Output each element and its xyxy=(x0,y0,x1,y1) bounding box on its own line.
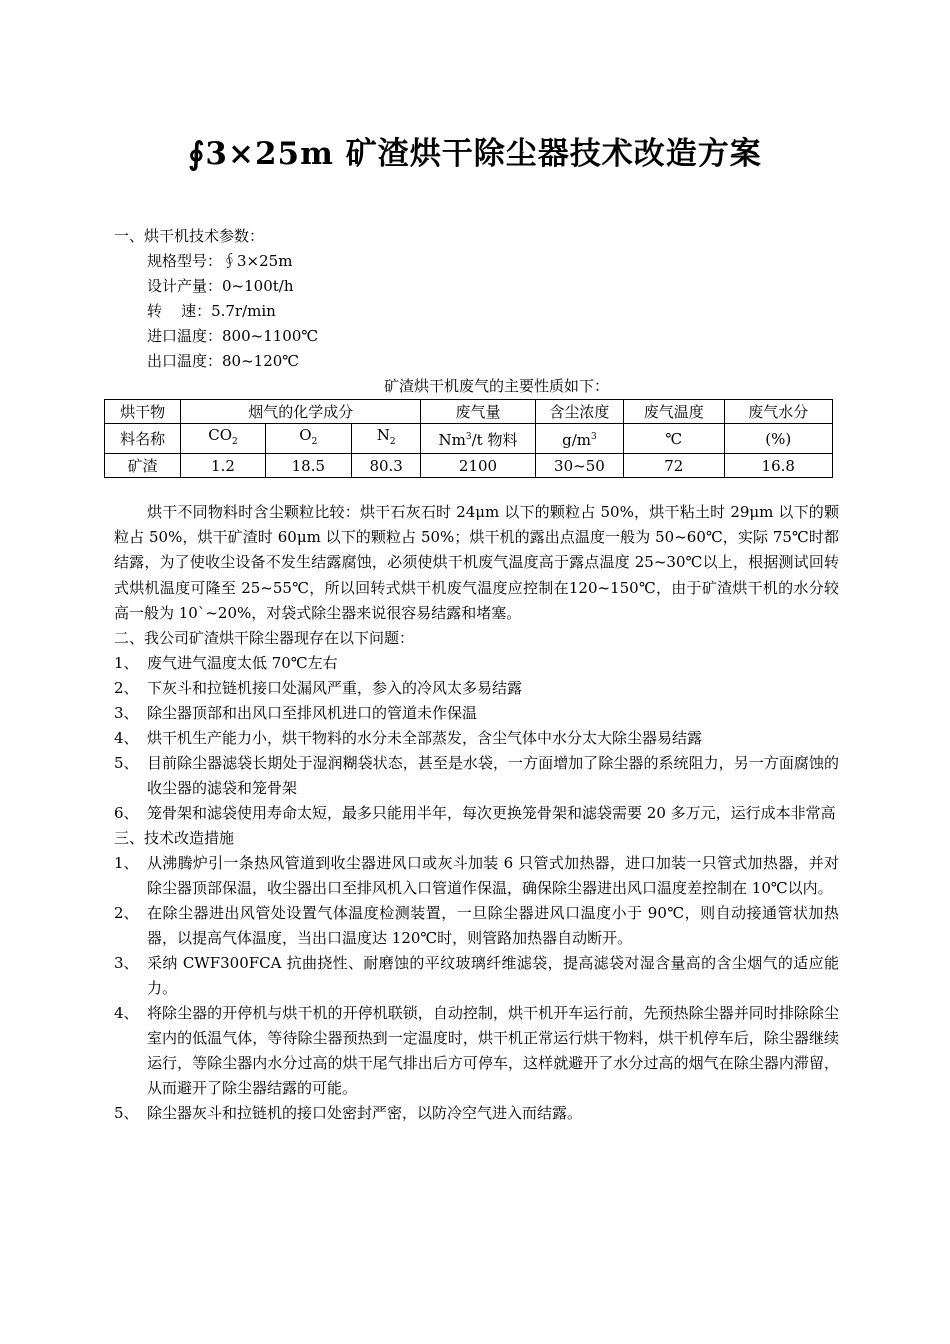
param-inlet-temp: 进口温度：800~1100℃ xyxy=(147,327,319,345)
list-item-text: 下灰斗和拉链机接口处漏风严重，参入的冷风太多易结露 xyxy=(147,679,523,698)
cell-water: 16.8 xyxy=(724,454,832,478)
list-item xyxy=(114,901,839,951)
list-item-number: 5、 xyxy=(114,1104,139,1123)
list-item-text: 笼骨架和滤袋使用寿命太短，最多只能用半年，每次更换笼骨架和滤袋需要 20 多万元，运行成本非常高 xyxy=(147,804,836,823)
header-o2: $O_2$ xyxy=(265,424,351,454)
list-item-text: 烘干机生产能力小，烘干物料的水分未全部蒸发，含尘气体中水分太大除尘器易结露 xyxy=(147,729,703,748)
cell-co2: 1.2 xyxy=(181,454,265,478)
list-item-text: 将除尘器的开停机与烘干机的开停机联锁，自动控制，烘干机开车运行前，先预热除尘器并同时排除除尘室内的低温气体，等待除尘器预热到一定温度时，烘干机正常运行烘干物料，烘干机停车后，除尘器继续运行，等除尘器内水分过高的烘干尾气排出后方可停车，这样就避开了水分过高的烟气在除尘器内滞留，从而避开了除尘器结露的可能。 xyxy=(147,1004,839,1098)
table-subheader-row xyxy=(105,424,833,454)
header-material: 烘干物 xyxy=(105,400,181,424)
section3-heading: 三、技术改造措施 xyxy=(114,829,235,848)
list-item xyxy=(114,1101,839,1126)
cell-material: 矿渣 xyxy=(105,454,181,478)
param-speed: 转 速：5.7r/min xyxy=(147,302,276,320)
list-item-number: 2、 xyxy=(114,679,139,698)
header-material-2: 料名称 xyxy=(105,424,181,454)
header-n2: $N_2$ xyxy=(352,424,421,454)
cell-o2: 18.5 xyxy=(265,454,351,478)
list-item-number: 5、 xyxy=(114,754,139,773)
list-item-number: 1、 xyxy=(114,854,139,873)
list-item-text: 废气进气温度太低 70℃左右 xyxy=(147,654,338,673)
document-body xyxy=(114,224,839,1126)
list-item-text: 在除尘器进出风管处设置气体温度检测装置，一旦除尘器进风口温度小于 90℃，则自动接通管状加热器，以提高气体温度，当出口温度达 120℃时，则管路加热器自动断开。 xyxy=(147,904,839,948)
list-item-number: 2、 xyxy=(114,904,139,923)
list-item xyxy=(114,651,839,676)
header-temp: 废气温度 xyxy=(624,400,724,424)
list-item-number: 1、 xyxy=(114,654,139,673)
list-item xyxy=(114,801,839,826)
list-item xyxy=(114,676,839,701)
list-item-text: 除尘器顶部和出风口至排风机进口的管道未作保温 xyxy=(147,704,478,723)
header-dust: 含尘浓度 xyxy=(535,400,623,424)
cell-n2: 80.3 xyxy=(352,454,421,478)
section2-heading: 二、我公司矿渣烘干除尘器现存在以下问题： xyxy=(114,629,415,648)
cell-volume: 2100 xyxy=(421,454,535,478)
list-item-number: 4、 xyxy=(114,729,139,748)
section2-list xyxy=(114,651,839,826)
list-item xyxy=(114,951,839,1001)
cell-dust: 30~50 xyxy=(535,454,623,478)
header-volume: 废气量 xyxy=(421,400,535,424)
header-water: 废气水分 xyxy=(724,400,832,424)
list-item-number: 6、 xyxy=(114,804,139,823)
list-item xyxy=(114,1001,839,1101)
list-item-text: 目前除尘器滤袋长期处于湿润糊袋状态，甚至是水袋，一方面增加了除尘器的系统阻力，另一方面腐蚀的收尘器的滤袋和笼骨架 xyxy=(147,754,839,798)
document-title: ∮3×25m 矿渣烘干除尘器技术改造方案 xyxy=(188,136,762,172)
header-volume-unit: Nm$^3$/t 物料 xyxy=(421,424,535,454)
list-item-text: 除尘器灰斗和拉链机的接口处密封严密，以防冷空气进入而结露。 xyxy=(147,1104,583,1123)
param-outlet-temp: 出口温度：80~120℃ xyxy=(147,352,300,370)
header-co2: $CO_2$ xyxy=(181,424,265,454)
list-item xyxy=(114,751,839,801)
section3-list xyxy=(114,851,839,1126)
list-item-number: 3、 xyxy=(114,704,139,723)
cell-temp: 72 xyxy=(624,454,724,478)
list-item-text: 从沸腾炉引一条热风管道到收尘器进风口或灰斗加装 6 只管式加热器，进口加装一只管式加热器，并对除尘器顶部保温，收尘器出口至排风机入口管道作保温，确保除尘器进出风口温度差控制在 10℃以内。 xyxy=(147,854,839,898)
header-chem: 烟气的化学成分 xyxy=(181,400,421,424)
section1-heading: 一、烘干机技术参数： xyxy=(114,227,265,245)
list-item xyxy=(114,701,839,726)
list-item-text: 采纳 CWF300FCA 抗曲挠性、耐磨蚀的平纹玻璃纤维滤袋，提高滤袋对湿含量高的含尘烟气的适应能力。 xyxy=(147,954,839,998)
list-item-number: 4、 xyxy=(114,1004,139,1023)
table-caption: 矿渣烘干机废气的主要性质如下： xyxy=(383,377,609,395)
dust-comparison-paragraph: 烘干不同物料时含尘颗粒比较：烘干石灰石时 24μm 以下的颗粒占 50%，烘干粘土时 29μm 以下的颗粒占 50%，烘干矿渣时 60μm 以下的颗粒占 50%；烘干机的露出点温度一般为 50~60℃，实际 75℃时都结露，为了使收尘设备不发生结露腐蚀，必须使烘干机废气温度高于露点温度 25~30℃以上，根据测试回转式烘机温度可隆至 25~55℃，所以回转式烘干机废气温度应控制在120~150℃，由于矿渣烘干机的水分较高一般为 10`~20%，对袋式除尘器来说很容易结露和堵塞。 xyxy=(114,503,839,622)
exhaust-gas-table xyxy=(104,399,833,478)
table-row xyxy=(105,454,833,478)
table-header-row xyxy=(105,400,833,424)
list-item-number: 3、 xyxy=(114,954,139,973)
list-item xyxy=(114,851,839,901)
param-capacity: 设计产量：0~100t/h xyxy=(147,277,294,295)
list-item xyxy=(114,726,839,751)
header-temp-unit: ℃ xyxy=(624,424,724,454)
header-water-unit: (%) xyxy=(724,424,832,454)
param-model: 规格型号：∮3×25m xyxy=(147,252,293,270)
header-dust-unit: $g/m^3$ xyxy=(535,424,623,454)
